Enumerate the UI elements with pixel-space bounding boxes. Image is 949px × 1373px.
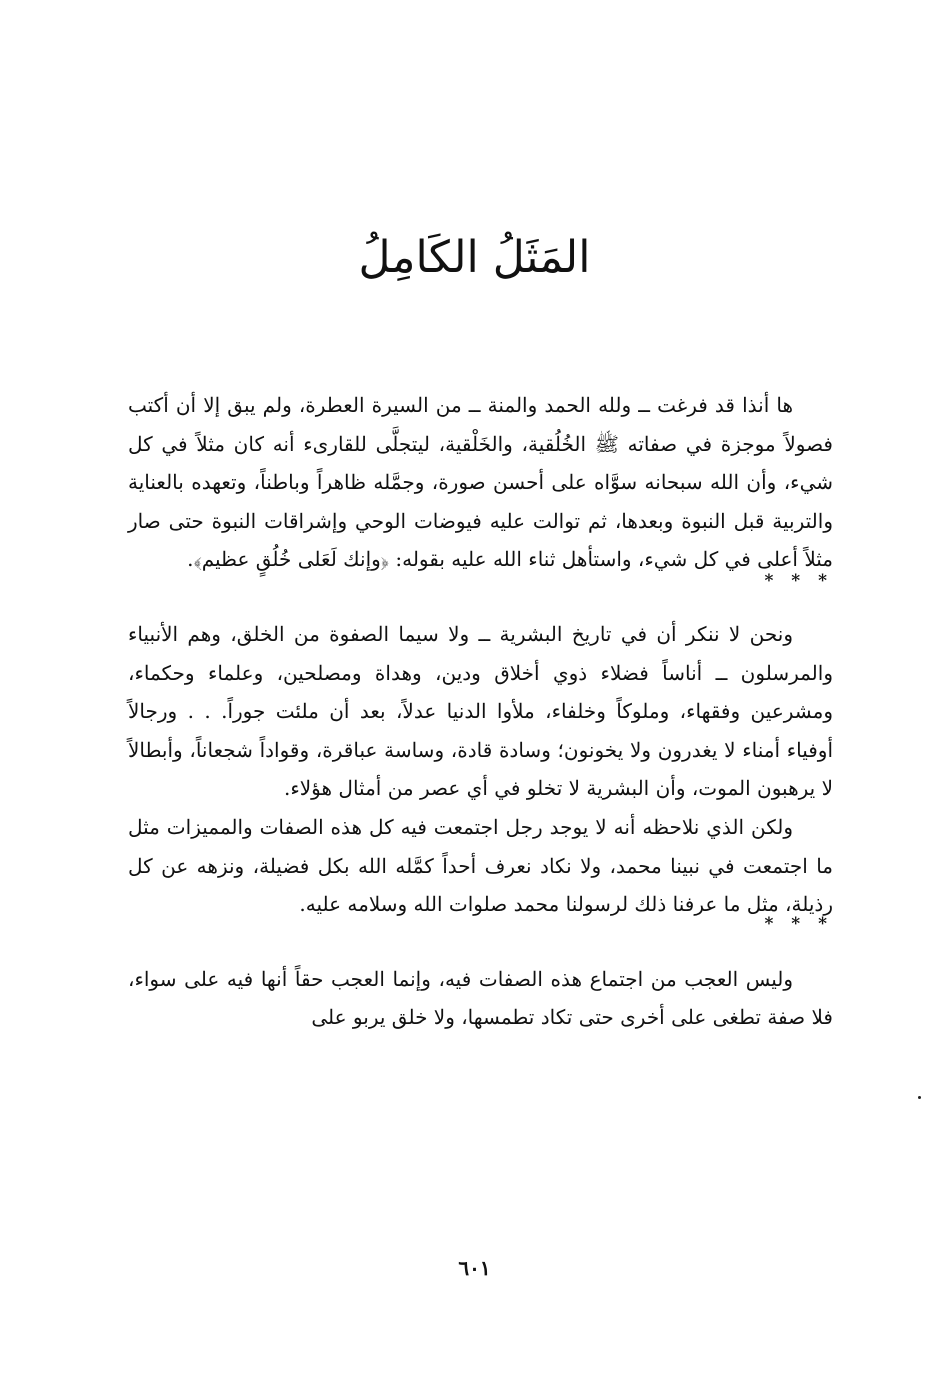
paragraph-intro: ها أنذا قد فرغت ــ ولله الحمد والمنة ــ من السيرة العطرة، ولم يبق إلا أن أكتب فصولاً موجزة في صفاته ﷺ الخُلُقية، والخَلْقية، ليتجلَّى للقارىء أنه كان مثلاً في كل شيء، وأن الله سبحانه سوَّاه على أحسن صورة، وجمَّله ظاهراً وباطناً، وتعهده بالعناية والتربية قبل النبوة وبعدها، ثم توالت عليه فيوضات الوحي وإشراقات النبوة حتى صار مثلاً أعلى في كل شيء، واستأهل ثناء الله عليه بقوله: ﴿وإنك لَعَلى خُلُقٍ عظيم﴾.	[128, 393, 833, 572]
paragraph-history: ونحن لا ننكر أن في تاريخ البشرية ــ ولا سيما الصفوة من الخلق، وهم الأنبياء والمرسلون ــ أناساً فضلاء ذوي أخلاق ودين، وهداة ومصلحين، وعلماء وحكماء، ومشرعين وفقهاء، وملوكاً وخلفاء، ملأوا الدنيا عدلاً، بعد أن ملئت جوراً. . . ورجالاً أوفياء أمناء لا يغدرون ولا يخونون؛ وسادة قادة، وساسة عباقرة، وقواداً شجعاناً، وأبطالاً لا يرهبون الموت، وأن البشرية لا تخلو في أي عصر من أمثال هؤلاء.	[128, 621, 833, 801]
chapter-body	[128, 386, 833, 1037]
paragraph-wonder: وليس العجب من اجتماع هذه الصفات فيه، وإنما العجب حقاً أنها فيه على سواء، فلا صفة تطغى على أخرى حتى تكاد تطمسها، ولا خلق يربو على	[128, 966, 833, 1030]
section-separator: * * *	[764, 570, 833, 591]
scan-speck	[918, 1096, 921, 1099]
page-number: ٦٠١	[458, 1256, 491, 1280]
chapter-title: المَثَلُ الكَامِلُ	[358, 232, 591, 283]
section-separator: * * *	[764, 913, 833, 934]
paragraph-observation: ولكن الذي نلاحظه أنه لا يوجد رجل اجتمعت فيه كل هذه الصفات والمميزات مثل ما اجتمعت في نبينا محمد، ولا نكاد نعرف أحداً كمَّله الله بكل فضيلة، ونزهه عن كل رذيلة، مثل ما عرفنا ذلك لرسولنا محمد صلوات الله وسلامه عليه.	[128, 814, 833, 917]
